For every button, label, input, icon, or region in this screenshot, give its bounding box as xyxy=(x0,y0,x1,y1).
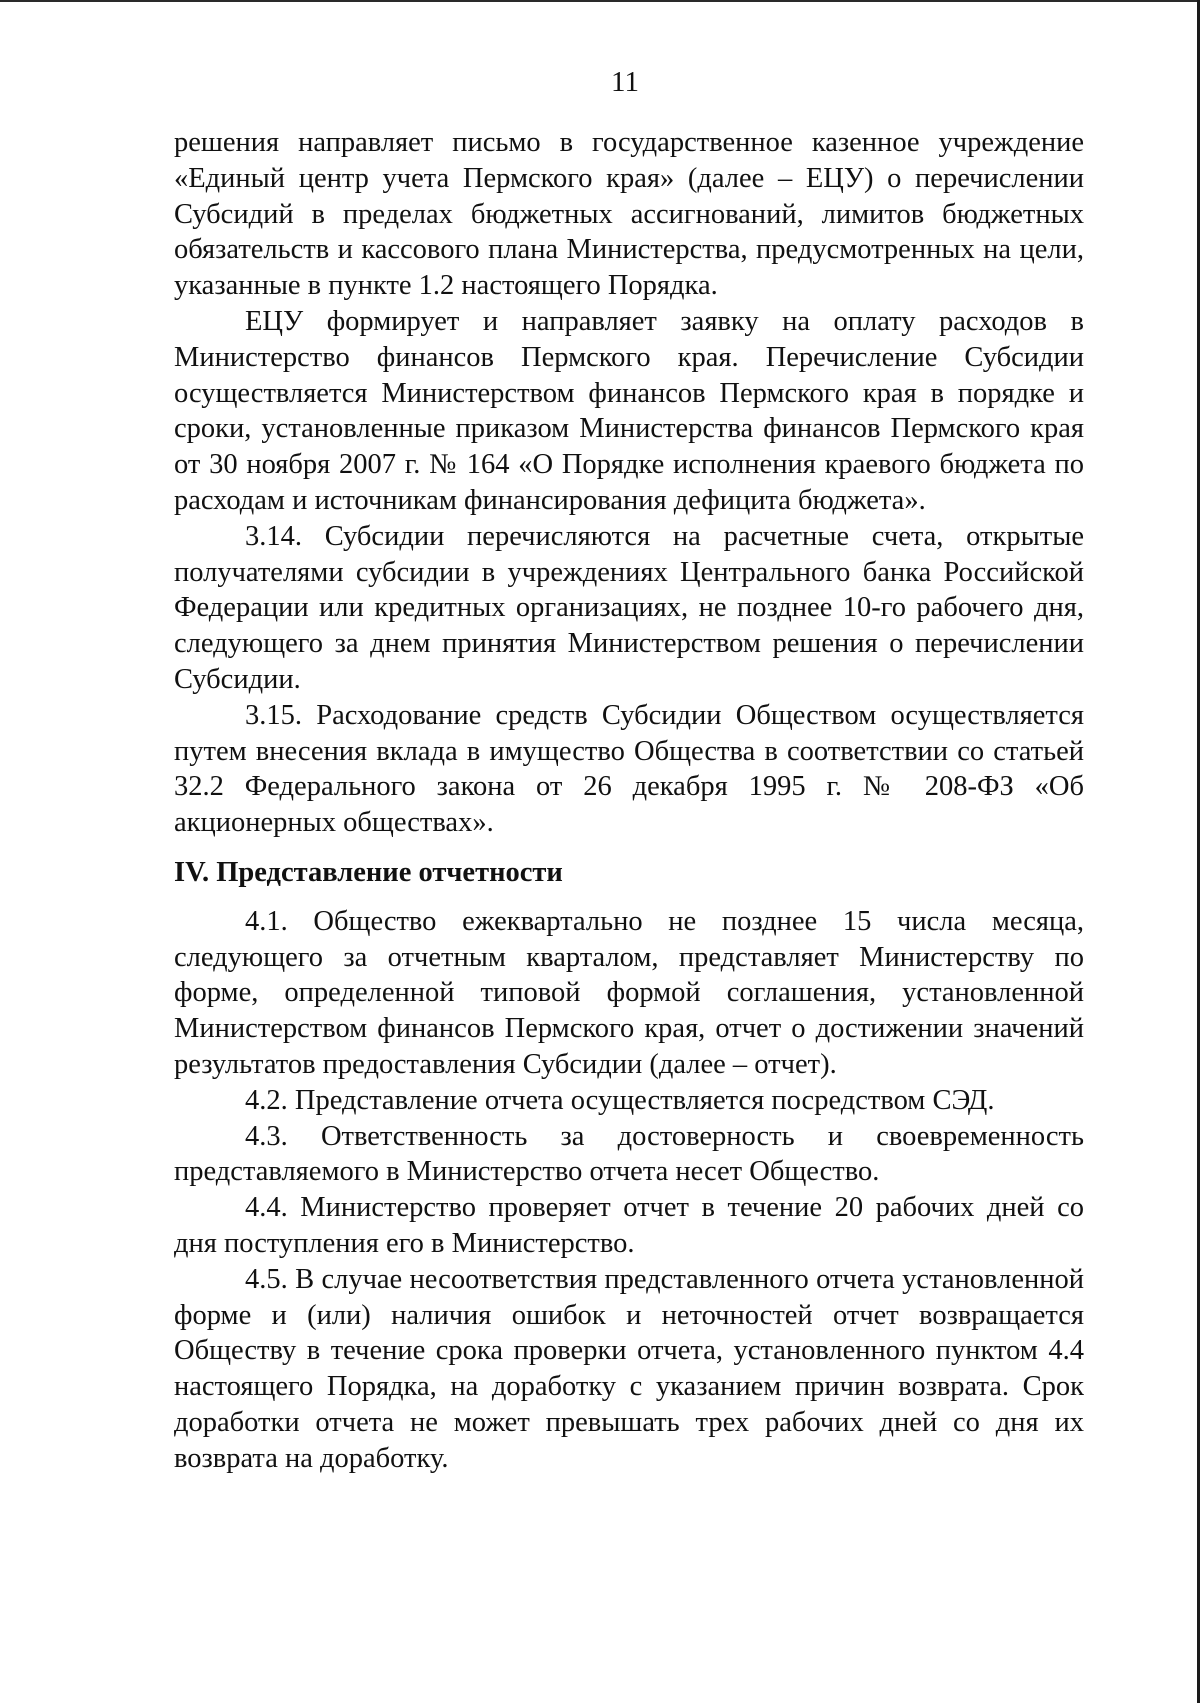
paragraph-4-1: 4.1. Общество ежеквартально не позднее 15 числа месяца, следующего за отчетным кварталом, представляет Министерству по форме, определенной типовой формой соглашения, установленной Министерством финансов Пермского края, отчет о достижении значений результатов предоставления Субсидии (далее – отчет). xyxy=(174,905,1084,1080)
document-body xyxy=(174,125,1084,1476)
paragraph-ecu: ЕЦУ формирует и направляет заявку на оплату расходов в Министерство финансов Пермского края. Перечисление Субсидии осуществляется Министерством финансов Пермского края в порядке и сроки, установленные приказом Министерства финансов Пермского края от 30 ноября 2007 г. № 164 «О Порядке исполнения краевого бюджета по расходам и источникам финансирования дефицита бюджета». xyxy=(174,305,1084,516)
paragraph-4-4: 4.4. Министерство проверяет отчет в течение 20 рабочих дней со дня поступления его в Министерство. xyxy=(174,1192,1084,1259)
paragraph-3-14: 3.14. Субсидии перечисляются на расчетные счета, открытые получателями субсидии в учреждениях Центрального банка Российской Федерации или кредитных организациях, не позднее 10-го рабочего дня, следующего за днем принятия Министерством решения о перечислении Субсидии. xyxy=(174,520,1084,695)
paragraph-4-3: 4.3. Ответственность за достоверность и своевременность представляемого в Министерство отчета несет Общество. xyxy=(174,1120,1084,1188)
paragraph-continuation: решения направляет письмо в государственное казенное учреждение «Единый центр учета Пермского края» (далее – ЕЦУ) о перечислении Субсидий в пределах бюджетных ассигнований, лимитов бюджетных обязательств и кассового плана Министерства, предусмотренных на цели, указанные в пункте 1.2 настоящего Порядка. xyxy=(174,127,1084,302)
paragraph-3-15: 3.15. Расходование средств Субсидии Обществом осуществляется путем внесения вклада в имущество Общества в соответствии со статьей 32.2 Федерального закона от 26 декабря 1995 г. № 208-ФЗ «Об акционерных обществах». xyxy=(174,699,1084,839)
paragraph-4-5: 4.5. В случае несоответствия представленного отчета установленной форме и (или) наличия ошибок и неточностей отчет возвращается Обществу в течение срока проверки отчета, установленного пунктом 4.4 настоящего Порядка, на доработку с указанием причин возврата. Срок доработки отчета не может превышать трех рабочих дней со дня их возврата на доработку. xyxy=(174,1263,1084,1474)
section-heading: IV. Представление отчетности xyxy=(174,856,563,888)
scan-edge-top xyxy=(0,0,1200,2)
page-number: 11 xyxy=(611,66,639,98)
paragraph-4-2: 4.2. Представление отчета осуществляется посредством СЭД. xyxy=(245,1084,995,1116)
